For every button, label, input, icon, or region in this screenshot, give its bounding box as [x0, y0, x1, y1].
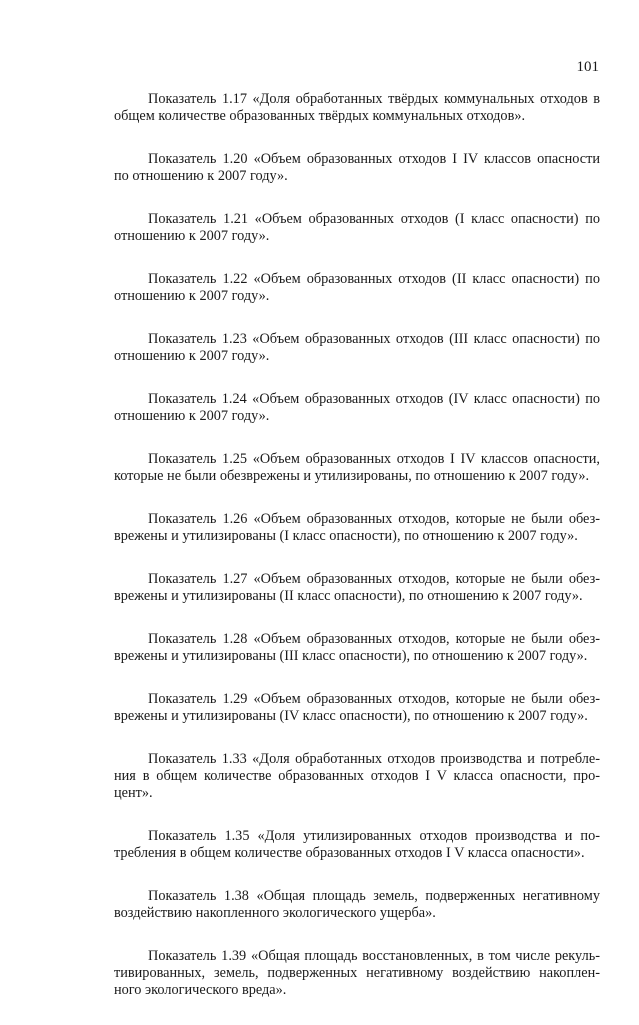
paragraph-line: отношению к 2007 году».	[114, 228, 270, 244]
paragraph-line: ного экологического вреда».	[114, 982, 287, 998]
indicator-1-22	[114, 271, 600, 305]
paragraph-line: отношению к 2007 году».	[114, 288, 270, 304]
page-number: 101	[576, 59, 599, 75]
document-body	[114, 91, 600, 1025]
paragraph-line: ния в общем количестве образованных отходов I V класса опасности, про-	[114, 768, 600, 784]
paragraph-line: Показатель 1.20 «Объем образованных отходов I IV классов опасности	[148, 151, 600, 167]
paragraph-line: цент».	[114, 785, 153, 801]
paragraph-line: Показатель 1.27 «Объем образованных отходов, которые не были обез-	[148, 571, 600, 587]
paragraph-line: по отношению к 2007 году».	[114, 168, 288, 184]
paragraph-line: отношению к 2007 году».	[114, 348, 270, 364]
paragraph-line: Показатель 1.39 «Общая площадь восстановленных, в том числе рекуль-	[148, 948, 600, 964]
paragraph-line: требления в общем количестве образованных отходов I V класса опасности».	[114, 845, 585, 861]
indicator-1-33	[114, 751, 600, 802]
indicator-1-26	[114, 511, 600, 545]
paragraph-line: которые не были обезврежены и утилизированы, по отношению к 2007 году».	[114, 468, 590, 484]
paragraph-line: Показатель 1.25 «Объем образованных отходов I IV классов опасности,	[148, 451, 600, 467]
paragraph-line: Показатель 1.24 «Объем образованных отходов (IV класс опасности) по	[148, 391, 600, 407]
paragraph-line: врежены и утилизированы (III класс опасности), по отношению к 2007 году».	[114, 648, 588, 664]
indicator-1-17	[114, 91, 600, 125]
indicator-1-25	[114, 451, 600, 485]
paragraph-line: Показатель 1.28 «Объем образованных отходов, которые не были обез-	[148, 631, 600, 647]
indicator-1-39	[114, 948, 600, 999]
paragraph-line: врежены и утилизированы (II класс опасности), по отношению к 2007 году».	[114, 588, 583, 604]
paragraph-line: Показатель 1.17 «Доля обработанных твёрдых коммунальных отходов в	[148, 91, 600, 107]
indicator-1-23	[114, 331, 600, 365]
paragraph-line: врежены и утилизированы (IV класс опасности), по отношению к 2007 году».	[114, 708, 588, 724]
indicator-1-38	[114, 888, 600, 922]
indicator-1-29	[114, 691, 600, 725]
paragraph-line: Показатель 1.23 «Объем образованных отходов (III класс опасности) по	[148, 331, 600, 347]
paragraph-line: Показатель 1.38 «Общая площадь земель, подверженных негативному	[148, 888, 600, 904]
indicator-1-20	[114, 151, 600, 185]
paragraph-line: Показатель 1.21 «Объем образованных отходов (I класс опасности) по	[148, 211, 600, 227]
indicator-1-35	[114, 828, 600, 862]
indicator-1-28	[114, 631, 600, 665]
paragraph-line: общем количестве образованных твёрдых коммунальных отходов».	[114, 108, 526, 124]
paragraph-line: Показатель 1.22 «Объем образованных отходов (II класс опасности) по	[148, 271, 600, 287]
paragraph-line: воздействию накопленного экологического ущерба».	[114, 905, 436, 921]
paragraph-line: врежены и утилизированы (I класс опасности), по отношению к 2007 году».	[114, 528, 578, 544]
paragraph-line: Показатель 1.26 «Объем образованных отходов, которые не были обез-	[148, 511, 600, 527]
paragraph-line: тивированных, земель, подверженных негативному воздействию накоплен-	[114, 965, 600, 981]
indicator-1-21	[114, 211, 600, 245]
paragraph-line: Показатель 1.33 «Доля обработанных отходов производства и потребле-	[148, 751, 600, 767]
paragraph-line: Показатель 1.35 «Доля утилизированных отходов производства и по-	[148, 828, 600, 844]
indicator-1-24	[114, 391, 600, 425]
paragraph-line: отношению к 2007 году».	[114, 408, 270, 424]
indicator-1-27	[114, 571, 600, 605]
paragraph-line: Показатель 1.29 «Объем образованных отходов, которые не были обез-	[148, 691, 600, 707]
